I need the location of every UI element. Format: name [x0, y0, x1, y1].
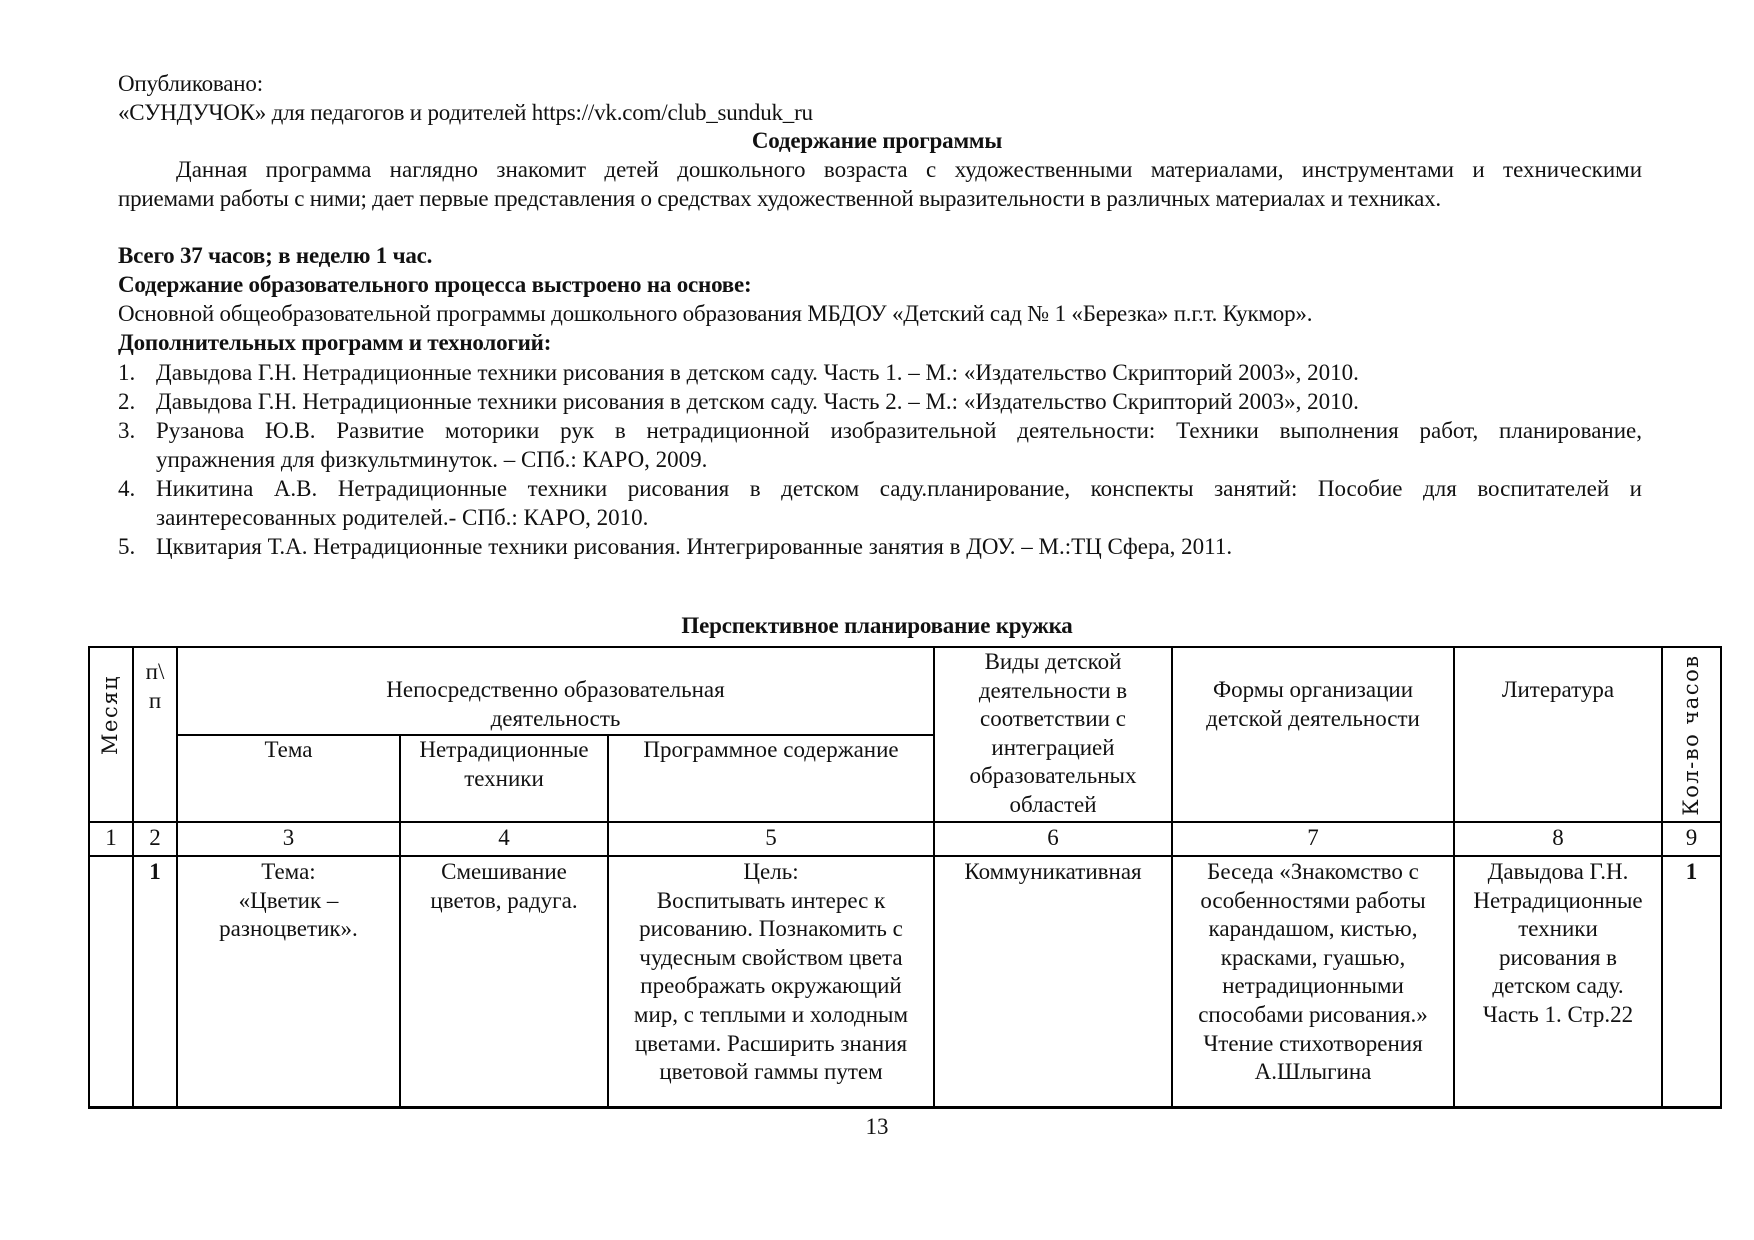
reference-line: Цквитария Т.А. Нетрадиционные техники рисования. Интегрированные занятия в ДОУ. – М.:ТЦ Сфера, 2011. [156, 534, 1233, 559]
reference-line: упражнения для физкультминуток. – СПб.: КАРО, 2009. [156, 447, 708, 472]
header-forms-line: Формы организации [1212, 677, 1414, 702]
cell-topic-line: Тема: [261, 859, 316, 884]
reference-number: 5. [118, 534, 136, 559]
header-topic: Тема [264, 737, 313, 762]
column-number-cell: 7 [1307, 825, 1319, 850]
cell-topic-line: разноцветик». [219, 916, 358, 942]
reference-line: Рузанова Ю.В. Развитие моторики рук в нетрадиционной изобразительной деятельности: Техники выполнения работ, планирование, [156, 418, 1642, 443]
cell-literature-line: детском саду. [1492, 973, 1624, 999]
cell-activity-type-line: Коммуникативная [964, 859, 1142, 884]
basis-heading: Содержание образовательного процесса выстроено на основе: [118, 272, 752, 297]
cell-techniques-line: цветов, радуга. [430, 887, 578, 913]
cell-program-content-line: преображать окружающий [640, 973, 902, 999]
source-line: «СУНДУЧОК» для педагогов и родителей https://vk.com/club_sunduk_ru [118, 100, 813, 125]
cell-number-line: 1 [149, 859, 161, 884]
column-number-cell: 4 [498, 825, 510, 850]
cell-hours [1663, 858, 1720, 887]
header-techniques-line: Нетрадиционные [419, 737, 589, 762]
program-title: Содержание программы [751, 128, 1003, 153]
reference-line: Никитина А.В. Нетрадиционные техники рисования в детском саду.планирование, конспекты занятий: Пособие для воспитателей и [156, 476, 1642, 501]
cell-topic-line: «Цветик – [238, 887, 339, 913]
header-forms [1173, 676, 1453, 733]
column-number-cell: 3 [282, 825, 295, 850]
header-month: Месяц [98, 675, 122, 755]
cell-program-content-line: цветовой гаммы путем [659, 1059, 883, 1085]
reference-line: Давыдова Г.Н. Нетрадиционные техники рисования в детском саду. Часть 1. – М.: «Издательство Скрипторий 2003», 2010. [156, 360, 1359, 385]
col-line [88, 646, 90, 1109]
cell-program-content-line: чудесным свойством цвета [639, 944, 903, 970]
reference-text [156, 532, 1642, 561]
additional-heading: Дополнительных программ и технологий: [118, 330, 552, 355]
reference-number: 1. [118, 360, 136, 385]
cell-program-content-line: рисованию. Познакомить с [639, 916, 903, 942]
reference-text [156, 387, 1642, 416]
reference-line: заинтересованных родителей.- СПб.: КАРО, 2010. [156, 505, 649, 530]
cell-techniques [401, 858, 607, 915]
header-direct-activity-line: Непосредственно образовательная [386, 677, 725, 702]
reference-number: 4. [118, 476, 136, 501]
header-number [134, 658, 176, 715]
reference-number: 2. [118, 389, 136, 414]
cell-program-content-line: цветами. Расширить знания [634, 1030, 908, 1056]
column-number-cell: 1 [105, 825, 117, 850]
cell-forms-line: Чтение стихотворения [1203, 1030, 1423, 1056]
header-activity-types-line: областей [1009, 791, 1097, 817]
column-number-cell: 2 [149, 825, 161, 850]
header-activity-types-line: образовательных [969, 763, 1137, 789]
planning-table-title: Перспективное планирование кружка [681, 613, 1073, 638]
cell-activity-type [935, 858, 1171, 887]
cell-literature-line: Часть 1. Стр.22 [1482, 1001, 1634, 1027]
cell-techniques-line: Смешивание [441, 859, 567, 884]
cell-literature-line: рисования в [1498, 944, 1618, 970]
header-number-line: п [148, 687, 162, 713]
header-direct-activity [178, 676, 933, 733]
reference-text [156, 416, 1642, 474]
cell-forms-line: способами рисования.» [1198, 1001, 1428, 1027]
reference-line: Давыдова Г.Н. Нетрадиционные техники рисования в детском саду. Часть 2. – М.: «Издательство Скрипторий 2003», 2010. [156, 389, 1359, 414]
reference-text [156, 474, 1642, 532]
cell-program-content-line: Воспитывать интерес к [656, 887, 886, 913]
published-label: Опубликовано: [118, 71, 263, 96]
number-row-bottom-line [88, 855, 1722, 857]
cell-program-content [609, 858, 933, 1087]
cell-forms-line: Беседа «Знакомство с [1207, 859, 1419, 884]
header-hours: Кол-во часов [1679, 654, 1703, 816]
column-number-cell: 9 [1685, 825, 1698, 850]
reference-text [156, 358, 1642, 387]
column-number-cell: 5 [765, 825, 777, 850]
program-intro-line-2: приемами работы с ними; дает первые представления о средствах художественной выразительности в различных материалах и техниках. [118, 186, 1441, 211]
cell-forms-line: А.Шлыгина [1254, 1059, 1372, 1085]
cell-forms-line: особенностями работы [1200, 887, 1426, 913]
basis-text: Основной общеобразовательной программы дошкольного образования МБДОУ «Детский сад № 1 «Березка» п.г.т. Кукмор». [118, 301, 1313, 326]
header-techniques [401, 736, 607, 793]
page-number: 13 [865, 1114, 889, 1139]
cell-forms-line: красками, гуашью, [1220, 944, 1406, 970]
cell-program-content-line: Цель: [743, 859, 799, 884]
header-literature: Литература [1501, 677, 1615, 702]
cell-literature-line: Давыдова Г.Н. [1487, 859, 1629, 884]
cell-forms [1173, 858, 1453, 1087]
table-border-bottom [88, 1106, 1722, 1109]
header-activity-types [935, 648, 1171, 820]
header-bottom-line [88, 821, 1722, 823]
hours-summary: Всего 37 часов; в неделю 1 час. [118, 243, 433, 268]
cell-literature-line: техники [1518, 916, 1598, 942]
col-line [1720, 646, 1722, 1109]
header-activity-types-line: соответствии с [980, 706, 1126, 732]
header-activity-types-line: деятельности в [978, 677, 1128, 703]
header-techniques-line: техники [464, 765, 544, 791]
program-intro-line-1: Данная программа наглядно знакомит детей дошкольного возраста с художественными материалами, инструментами и техническими [176, 157, 1642, 182]
header-forms-line: детской деятельности [1206, 705, 1420, 731]
cell-literature-line: Нетрадиционные [1473, 887, 1643, 913]
header-activity-types-line: Виды детской [984, 649, 1122, 674]
header-direct-activity-line: деятельность [490, 705, 621, 731]
cell-number [134, 858, 176, 887]
cell-topic [178, 858, 399, 944]
column-number-cell: 6 [1047, 825, 1059, 850]
cell-program-content-line: мир, с теплыми и холодным [633, 1001, 909, 1027]
header-activity-types-line: интеграцией [991, 734, 1115, 760]
cell-literature [1455, 858, 1661, 1030]
column-number-cell: 8 [1552, 825, 1564, 850]
cell-forms-line: нетрадиционными [1222, 973, 1404, 999]
table-border-top [88, 646, 1722, 648]
cell-forms-line: карандашом, кистью, [1208, 916, 1418, 942]
reference-number: 3. [118, 418, 136, 443]
header-program-content: Программное содержание [643, 737, 899, 762]
cell-hours-line: 1 [1685, 859, 1698, 884]
header-number-line: п\ [145, 659, 165, 684]
